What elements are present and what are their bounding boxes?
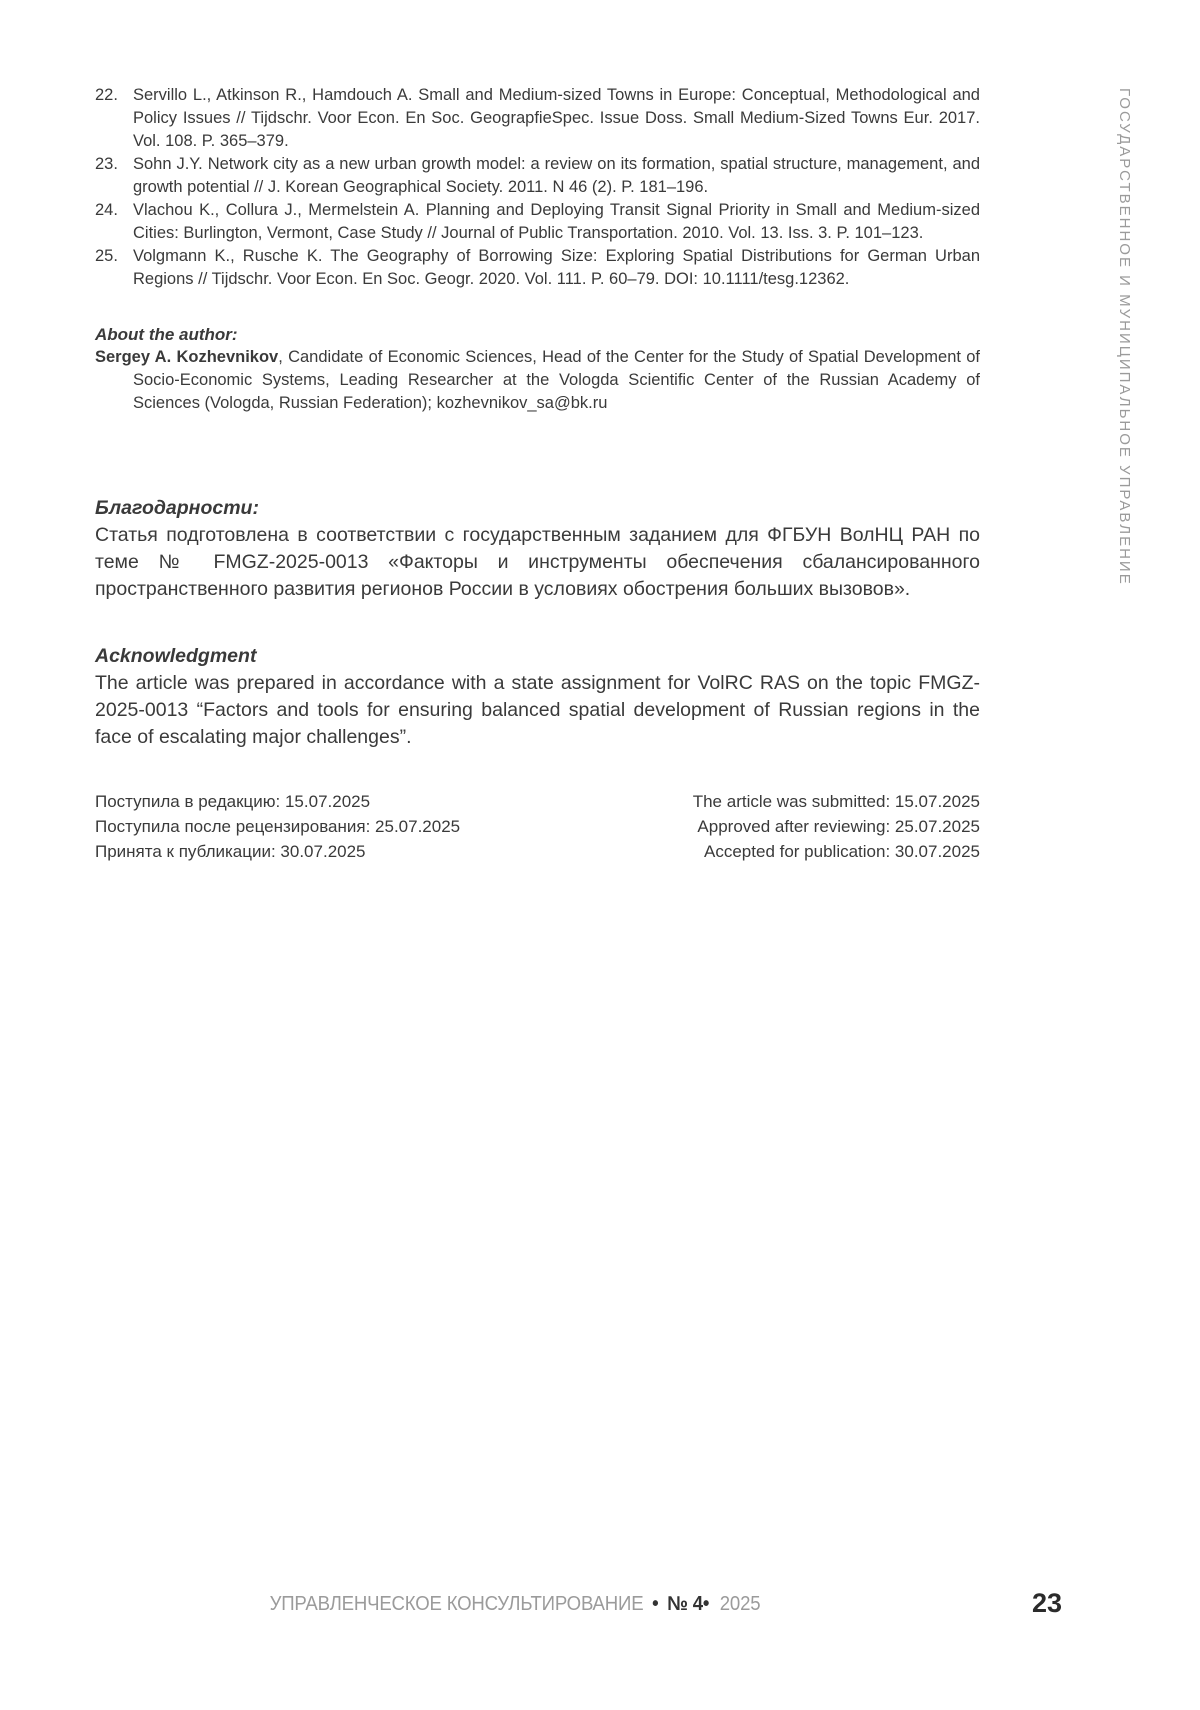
date-line-ru: Поступила в редакцию: 15.07.2025 xyxy=(95,792,371,811)
date-line-en: Approved after reviewing: 25.07.2025 xyxy=(697,817,980,836)
main-content xyxy=(95,84,980,864)
footer-journal-title: УПРАВЛЕНЧЕСКОЕ КОНСУЛЬТИРОВАНИЕ xyxy=(269,1593,644,1615)
reference-item xyxy=(95,84,980,153)
about-author-heading: About the author: xyxy=(95,325,238,344)
date-line-en: The article was submitted: 15.07.2025 xyxy=(692,792,980,811)
acknowledgment-en-text: The article was prepared in accordance with a state assignment for VolRC RAS on the topic FMGZ-2025-0013 “Factors and tools for ensuring balanced spatial development of Russian regions in the face of escalating major challenges”. xyxy=(95,672,980,748)
reference-text: Volgmann K., Rusche K. The Geography of Borrowing Size: Exploring Spatial Distributions for German Urban Regions // Tijdschr. Voor Econ. En Soc. Geogr. 2020. Vol. 111. P. 60–79. DOI: 10.1111/tesg.12362. xyxy=(133,247,980,288)
acknowledgments-ru-text: Статья подготовлена в соответствии с государственным заданием для ФГБУН ВолНЦ РАН по теме № FMGZ-2025-0013 «Факторы и инструменты обеспечения сбалансированного пространственного развития регионов России в условиях обострения больших вызовов». xyxy=(95,524,980,600)
footer-separator: • xyxy=(702,1593,710,1615)
section-vertical-label: ГОСУДАРСТВЕННОЕ И МУНИЦИПАЛЬНОЕ УПРАВЛЕНИЕ xyxy=(1116,88,1133,586)
references-list xyxy=(95,84,980,291)
footer-issue: № 4 xyxy=(667,1593,703,1615)
reference-number: 23. xyxy=(95,155,118,173)
reference-item xyxy=(95,199,980,245)
reference-text: Vlachou K., Collura J., Mermelstein A. Planning and Deploying Transit Signal Priority in Small and Medium-sized Cities: Burlington, Vermont, Case Study // Journal of Public Transportation. 2010. Vol. 13. Iss. 3. P. 101–123. xyxy=(133,201,980,242)
reference-number: 25. xyxy=(95,247,118,265)
author-details: , Candidate of Economic Sciences, Head of the Center for the Study of Spatial Development of Socio-Economic Systems, Leading Researcher at the Vologda Scientific Center of the Russian Academy of Sciences (Vologda, Russian Federation); kozhevnikov_sa@bk.ru xyxy=(133,348,980,412)
acknowledgment-en-heading: Acknowledgment xyxy=(95,645,257,667)
author-name: Sergey A. Kozhevnikov xyxy=(95,348,279,366)
reference-text: Servillo L., Atkinson R., Hamdouch A. Small and Medium-sized Towns in Europe: Conceptual, Methodological and Policy Issues // Tijdschr. Voor Econ. En Soc. GeograpfieSpec. Issue Doss. Small Medium-Sized Towns Eur. 2017. Vol. 108. P. 365–379. xyxy=(133,86,980,150)
date-line-en: Accepted for publication: 30.07.2025 xyxy=(704,842,980,861)
dates-column-ru xyxy=(95,789,460,864)
date-line-ru: Поступила после рецензирования: 25.07.2025 xyxy=(95,817,461,836)
dates-block xyxy=(95,789,980,864)
author-bio xyxy=(95,346,980,415)
dates-column-en xyxy=(693,789,980,864)
date-line-ru: Принята к публикации: 30.07.2025 xyxy=(95,842,366,861)
footer-running-title xyxy=(124,1593,905,1616)
page-number: 23 xyxy=(1032,1588,1063,1618)
acknowledgments-ru-heading: Благодарности: xyxy=(95,497,259,519)
footer-year: 2025 xyxy=(719,1593,761,1615)
reference-item xyxy=(95,153,980,199)
footer-separator: • xyxy=(652,1593,659,1615)
reference-number: 24. xyxy=(95,201,118,219)
reference-number: 22. xyxy=(95,86,118,104)
reference-item xyxy=(95,245,980,291)
reference-text: Sohn J.Y. Network city as a new urban growth model: a review on its formation, spatial structure, management, and growth potential // J. Korean Geographical Society. 2011. N 46 (2). P. 181–196. xyxy=(133,155,980,196)
